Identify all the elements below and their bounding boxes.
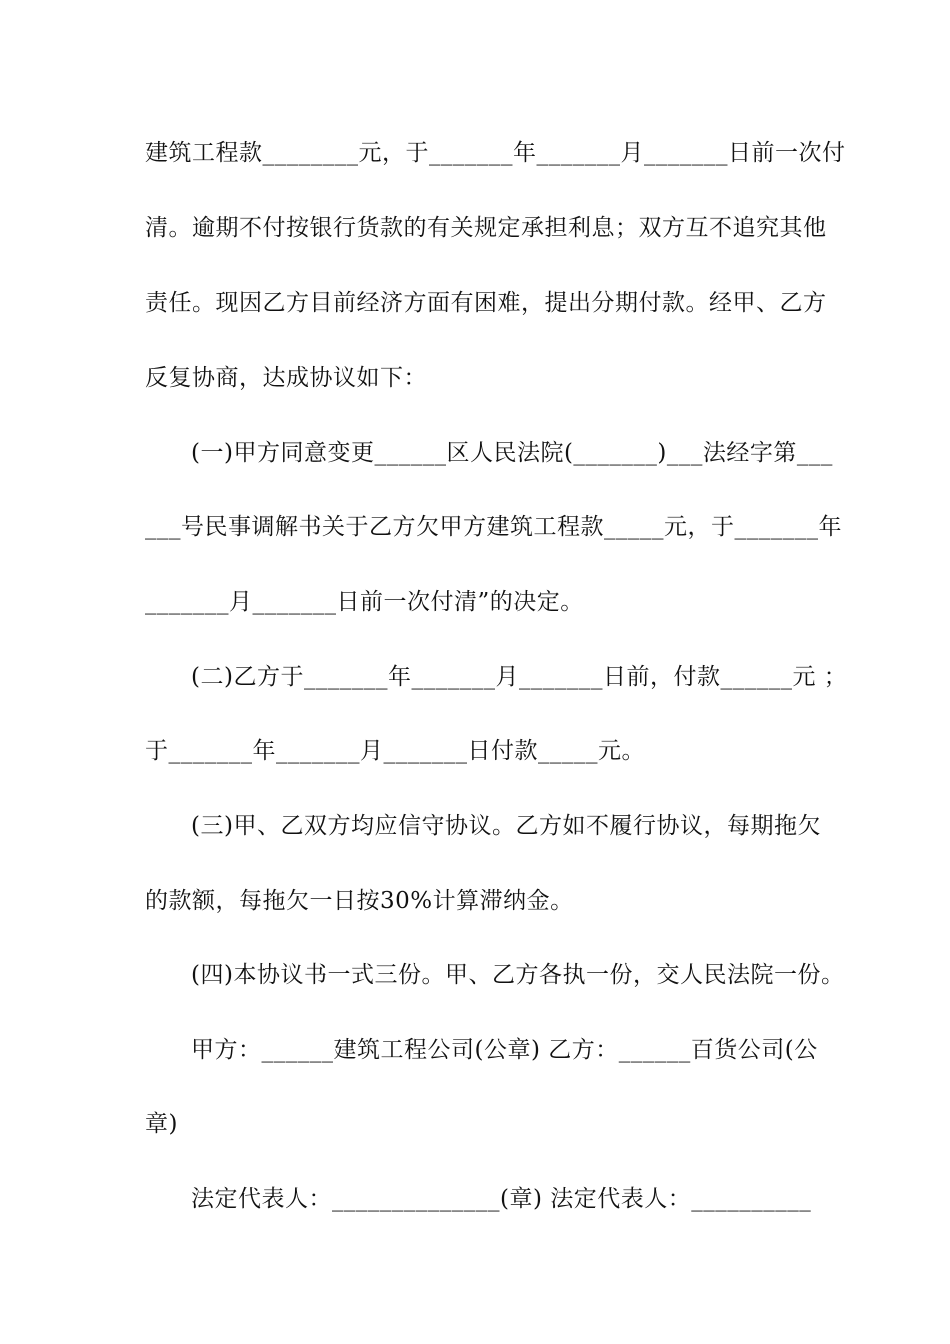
text-line-4: 反复协商，达成协议如下： <box>145 365 427 391</box>
clause-2-line-1: (二)乙方于_______年_______月_______日前，付款______元 ； <box>191 664 848 690</box>
clause-3-line-1: (三)甲、乙双方均应信守协议。乙方如不履行协议，每期拖欠 <box>191 813 821 839</box>
signature-party-line-2: 章) <box>145 1111 178 1137</box>
clause-2-line-2: 于_______年_______月_______日付款_____元。 <box>145 738 645 764</box>
clause-1-line-1: (一)甲方同意变更______区人民法院(_______)___法经字第___ <box>191 440 833 466</box>
legal-representative-line: 法定代表人：______________(章) 法定代表人：__________ <box>191 1186 812 1212</box>
clause-1-line-2: ___号民事调解书关于乙方欠甲方建筑工程款_____元，于_______年 <box>145 514 842 540</box>
text-line-1: 建筑工程款________元，于_______年_______月_______日前一次付 <box>145 140 846 166</box>
clause-4-line-1: (四)本协议书一式三份。甲、乙方各执一份，交人民法院一份。 <box>191 962 845 988</box>
signature-party-line-1: 甲方：______建筑工程公司(公章) 乙方：______百货公司(公 <box>191 1037 818 1063</box>
clause-3-line-2: 的款额，每拖欠一日按30%计算滞纳金。 <box>145 888 574 914</box>
text-line-2: 清。逾期不付按银行货款的有关规定承担利息；双方互不追究其他 <box>145 215 827 241</box>
clause-1-line-3: _______月_______日前一次付清”的决定。 <box>145 589 584 615</box>
text-line-3: 责任。现因乙方目前经济方面有困难，提出分期付款。经甲、乙方 <box>145 290 827 316</box>
